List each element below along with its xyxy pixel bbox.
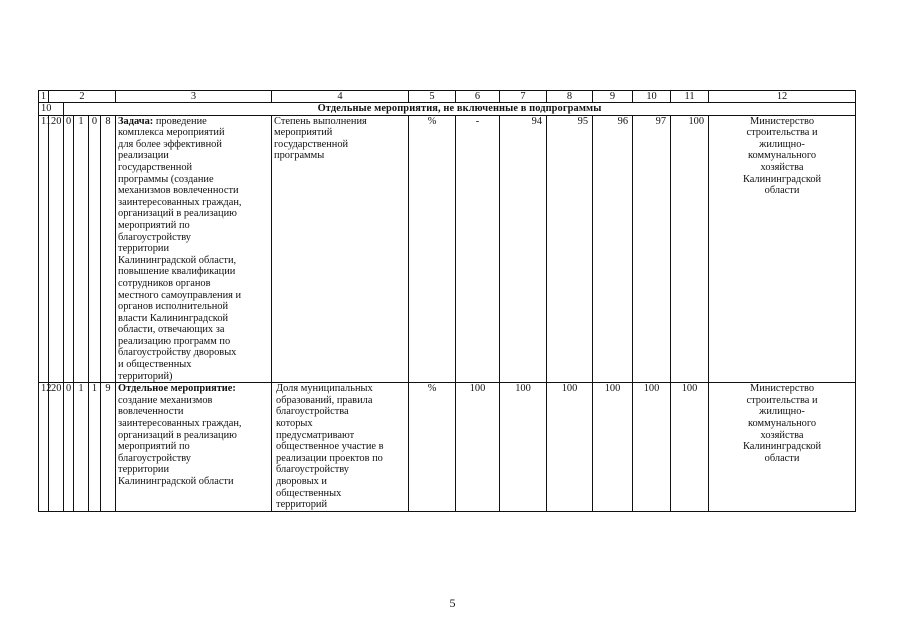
desc-line: механизмов вовлеченности bbox=[118, 185, 239, 197]
desc-line: Калининградской области, bbox=[118, 254, 237, 266]
code-cell: 0 bbox=[64, 383, 74, 512]
row-number: 11 bbox=[39, 115, 49, 383]
desc-line: территории bbox=[118, 243, 170, 255]
code-cell: 0 bbox=[64, 115, 74, 383]
indicator-line: дворовых и bbox=[276, 476, 327, 487]
desc-line: реализации bbox=[118, 150, 169, 162]
indicator-line: образований, правила bbox=[276, 394, 373, 406]
header-row bbox=[39, 91, 856, 103]
indicator-line: предусматривают bbox=[276, 429, 355, 441]
desc-line: благоустройству дворовых bbox=[118, 347, 237, 359]
code-cell: 1 bbox=[74, 115, 89, 383]
header-col-11: 11 bbox=[671, 91, 709, 103]
indicator-line: реализации проектов по bbox=[276, 452, 383, 464]
indicator-line: государственной bbox=[274, 138, 349, 150]
desc-line: сотрудников органов bbox=[118, 277, 211, 289]
section-number: 10 bbox=[39, 103, 64, 116]
desc-line: программы (создание bbox=[118, 173, 214, 185]
value-cell: - bbox=[456, 115, 500, 383]
indicator-line: территорий bbox=[276, 499, 328, 511]
code-cell: 8 bbox=[101, 115, 116, 383]
responsible-line: области bbox=[764, 452, 800, 464]
section-row bbox=[39, 103, 856, 116]
desc-line: комплекса мероприятий bbox=[118, 127, 225, 139]
indicator-line: общественное участие в bbox=[276, 441, 384, 453]
indicator-line: программы bbox=[274, 150, 325, 162]
header-col-6: 6 bbox=[456, 91, 500, 103]
measure-description bbox=[116, 115, 272, 383]
responsible-line: жилищно- bbox=[759, 406, 805, 418]
responsible-line: коммунального bbox=[748, 150, 817, 162]
desc-line: мероприятий по bbox=[118, 219, 190, 231]
desc-line: благоустройству bbox=[118, 452, 191, 464]
desc-line: местного самоуправления и bbox=[118, 289, 242, 301]
desc-line: территорий) bbox=[118, 370, 173, 382]
desc-line: области, отвечающих за bbox=[118, 324, 225, 336]
responsible-line: хозяйства bbox=[760, 161, 804, 173]
value-cell: 95 bbox=[547, 115, 593, 383]
value-cell: 96 bbox=[593, 115, 633, 383]
desc-line: проведение bbox=[155, 115, 207, 127]
desc-line: власти Калининградской bbox=[118, 312, 229, 324]
indicator-line: которых bbox=[276, 418, 313, 430]
indicators-table bbox=[38, 90, 856, 512]
value-cell: 94 bbox=[500, 115, 547, 383]
desc-line: мероприятий по bbox=[118, 441, 190, 453]
desc-line: организаций в реализацию bbox=[118, 208, 237, 220]
header-col-12: 12 bbox=[709, 91, 856, 103]
table-row bbox=[39, 383, 856, 512]
code-cell: 1 bbox=[74, 383, 89, 512]
desc-line: государственной bbox=[118, 161, 193, 173]
responsible-line: строительства и bbox=[746, 394, 818, 406]
value-cell: 100 bbox=[500, 383, 547, 512]
header-col-4: 4 bbox=[272, 91, 409, 103]
desc-line: заинтересованных граждан, bbox=[118, 196, 242, 208]
desc-line: и общественных bbox=[118, 359, 192, 371]
description-lead: Задача: bbox=[118, 115, 154, 127]
desc-line: благоустройству bbox=[118, 231, 191, 243]
desc-line: для более эффективной bbox=[118, 138, 222, 150]
responsible-line: области bbox=[764, 185, 800, 197]
responsible-line: коммунального bbox=[748, 418, 817, 430]
desc-line: вовлеченности bbox=[118, 406, 184, 418]
unit-cell: % bbox=[409, 115, 456, 383]
table-row bbox=[39, 115, 856, 383]
desc-line: заинтересованных граждан, bbox=[118, 418, 242, 430]
indicator-line: Степень выполнения bbox=[274, 115, 367, 127]
desc-line: реализацию программ по bbox=[118, 335, 231, 347]
responsible-line: строительства и bbox=[746, 127, 818, 139]
responsible-line: Калининградской bbox=[742, 173, 822, 185]
header-col-2: 2 bbox=[49, 91, 116, 103]
header-col-10: 10 bbox=[633, 91, 671, 103]
value-cell: 97 bbox=[633, 115, 671, 383]
value-cell: 100 bbox=[593, 383, 633, 512]
header-col-7: 7 bbox=[500, 91, 547, 103]
header-col-8: 8 bbox=[547, 91, 593, 103]
value-cell: 100 bbox=[671, 383, 709, 512]
desc-line: повышение квалификации bbox=[118, 266, 236, 278]
page-number: 5 bbox=[449, 596, 456, 610]
section-title: Отдельные мероприятия, не включенные в подпрограммы bbox=[64, 103, 856, 116]
code-cell: 1 bbox=[89, 383, 101, 512]
indicator-line: Доля муниципальных bbox=[276, 383, 373, 395]
responsible-line: Министерство bbox=[749, 115, 815, 127]
desc-line: территории bbox=[118, 464, 170, 476]
measure-description bbox=[116, 383, 272, 512]
value-cell: 100 bbox=[547, 383, 593, 512]
description-lead: Отдельное мероприятие: bbox=[118, 383, 236, 395]
responsible-line: хозяйства bbox=[760, 429, 804, 441]
indicator-line: общественных bbox=[276, 487, 342, 499]
desc-line: создание механизмов bbox=[118, 394, 213, 406]
desc-line: организаций в реализацию bbox=[118, 429, 237, 441]
code-cell: 9 bbox=[101, 383, 116, 512]
desc-line: Калининградской области bbox=[118, 476, 234, 487]
unit-cell: % bbox=[409, 383, 456, 512]
indicator-line: благоустройства bbox=[276, 406, 349, 418]
header-col-1: 1 bbox=[39, 91, 49, 103]
header-col-5: 5 bbox=[409, 91, 456, 103]
code-cell: 20 bbox=[49, 115, 64, 383]
indicator-line: благоустройству bbox=[276, 464, 349, 476]
responsible-executor bbox=[709, 383, 856, 512]
indicator-line: мероприятий bbox=[274, 127, 333, 139]
header-col-3: 3 bbox=[116, 91, 272, 103]
responsible-line: жилищно- bbox=[759, 138, 805, 150]
row-number: 12 bbox=[39, 383, 49, 512]
header-col-9: 9 bbox=[593, 91, 633, 103]
value-cell: 100 bbox=[456, 383, 500, 512]
desc-line: органов исполнительной bbox=[118, 301, 229, 313]
indicator-name bbox=[272, 115, 409, 383]
code-cell: 20 bbox=[49, 383, 64, 512]
indicator-name bbox=[272, 383, 409, 512]
value-cell: 100 bbox=[633, 383, 671, 512]
responsible-executor bbox=[709, 115, 856, 383]
responsible-line: Калининградской bbox=[742, 441, 822, 453]
code-cell: 0 bbox=[89, 115, 101, 383]
value-cell: 100 bbox=[671, 115, 709, 383]
responsible-line: Министерство bbox=[749, 383, 815, 395]
